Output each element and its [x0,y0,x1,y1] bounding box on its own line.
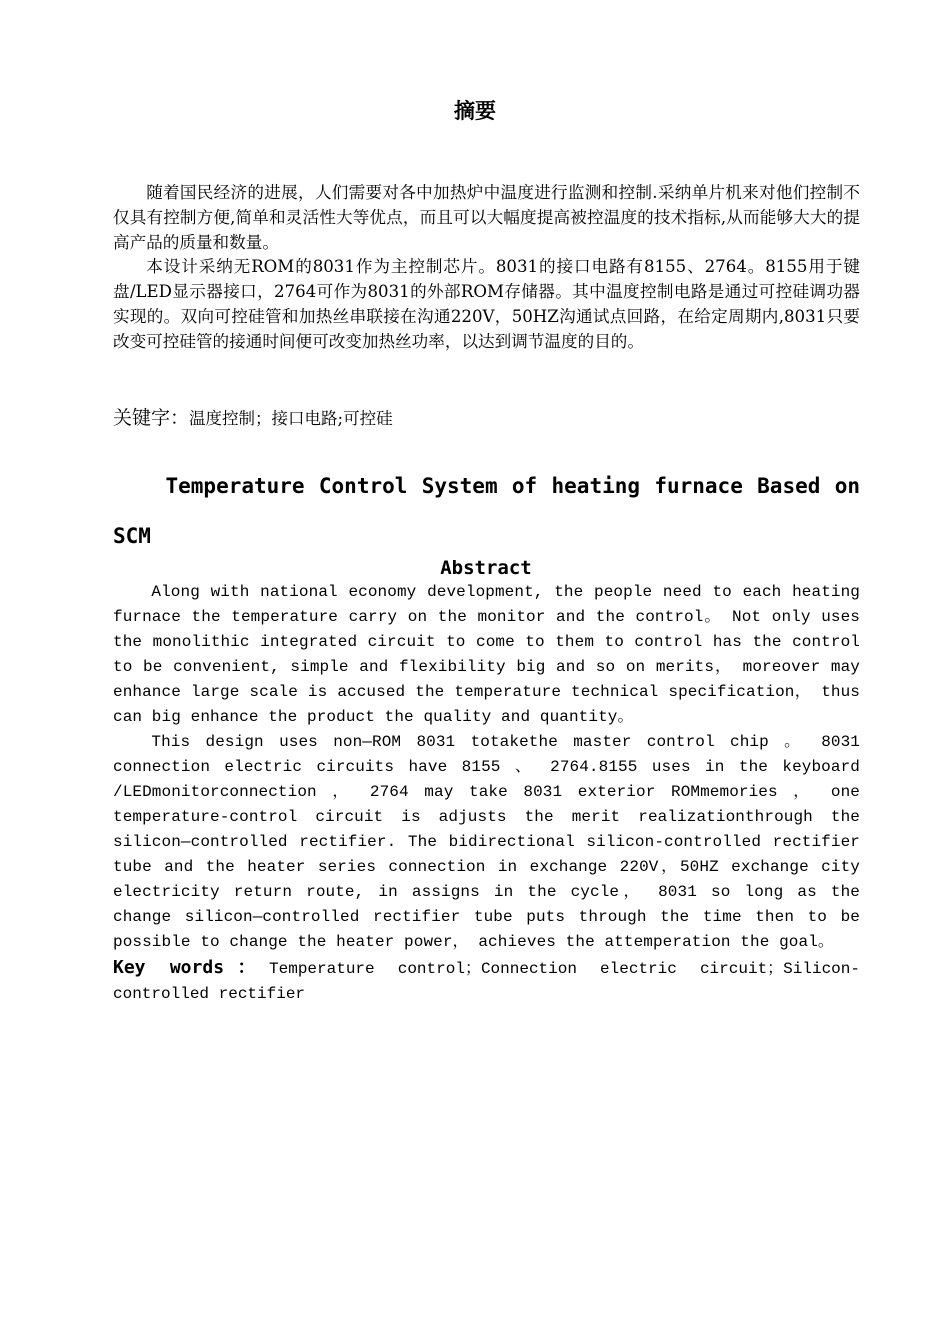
english-keywords-label: Key words： [113,957,270,978]
english-title: Temperature Control System of heating furnace Based on SCM [113,474,860,548]
english-abstract-paragraph-2: This design uses non—ROM 8031 totakethe master control chip 。 8031 connection electric circuits have 8155 、 2764.8155 uses in the keyboard /LEDmonitorconnection ， 2764 may take 8031 exterior ROMmemories ， one temperature-control circuit is adjusts the merit realizationthrough the silicon—controlled rectifier. The bidirectional silicon-controlled rectifier tube and the heater series connection in exchange 220V，50HZ exchange city electricity return route, in assigns in the cycle， 8031 so long as the change silicon—controlled rectifier tube puts through the time then to be possible to change the heater power， achieves the attemperation the goal。 [113,733,860,951]
english-abstract-body [113,580,860,955]
english-keywords [113,955,860,1007]
chinese-keywords-label: 关键字： [113,407,190,429]
chinese-keywords [113,404,860,433]
chinese-keywords-text: 温度控制；接口电路;可控硅 [189,409,393,428]
chinese-abstract-body [113,181,860,355]
english-abstract-paragraph-1: Along with national economy development, the people need to each heating furnace the temperature carry on the monitor and the control。 Not only uses the monolithic integrated circuit to come to them to control has the control to be convenient, simple and flexibility big and so on merits， moreover may enhance large scale is accused the temperature technical specification， thus can big enhance the product the quality and quantity。 [113,583,860,726]
english-keywords-text: Temperature control；Connection electric circuit；Silicon-controlled rectifier [113,960,860,1003]
chinese-abstract-paragraph-2: 本设计采纳无ROM的8031作为主控制芯片。8031的接口电路有8155、2764。8155用于键盘/LED显示器接口，2764可作为8031的外部ROM存储器。其中温度控制电路是通过可控硅调功器实现的。双向可控硅管和加热丝串联接在沟通220V，50HZ沟通试点回路，在给定周期内,8031只要改变可控硅管的接通时间便可改变加热丝功率，以达到调节温度的目的。 [113,257,860,351]
chinese-abstract-paragraph-1: 随着国民经济的进展，人们需要对各中加热炉中温度进行监测和控制.采纳单片机来对他们控制不仅具有控制方便,简单和灵活性大等优点，而且可以大幅度提高被控温度的技术指标,从而能够大大的提高产品的质量和数量。 [113,183,860,252]
chinese-abstract-title: 摘要 [454,99,496,123]
english-abstract-heading: Abstract [440,557,532,579]
